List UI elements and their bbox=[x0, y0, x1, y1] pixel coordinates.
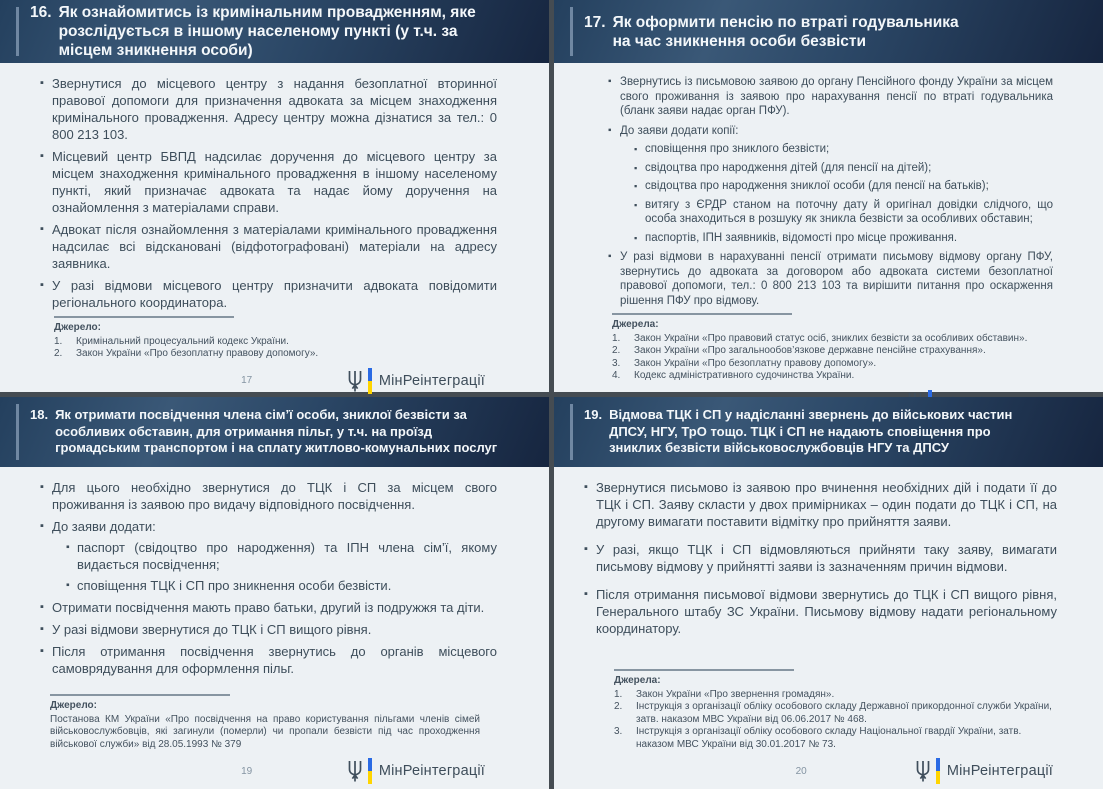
flag-bar-yellow bbox=[936, 771, 940, 784]
bullet-list bbox=[40, 75, 497, 316]
slide-footer bbox=[40, 363, 497, 399]
sources-label: Джерела: bbox=[612, 319, 659, 330]
sub-bullet-item: ▪ паспортів, ІПН заявників, відомості про місце проживання. bbox=[634, 231, 1053, 246]
slide-title bbox=[584, 407, 1012, 457]
bullet-item: ▪ Звернутися письмово із заявою про вчинення необхідних дій і подати її до ТЦК і СП. Заяву скласти у двох примірниках – один подати до ТЦК і СП, на другому вимагати поставити відмітку про прийняття заяви. bbox=[584, 479, 1057, 530]
header-accent-line bbox=[16, 7, 19, 56]
sources-divider-line bbox=[50, 694, 230, 696]
sources-label: Джерело: bbox=[50, 700, 97, 711]
sources-divider-line bbox=[614, 669, 794, 671]
slide-18-header bbox=[0, 397, 549, 467]
header-accent-line bbox=[570, 404, 573, 460]
source-item: 2. Інструкція з організації обліку особового складу Державної прикордонної служби України, затв. наказом МВС України від 06.06.2017 № 468. bbox=[614, 701, 1052, 725]
bullet-item: ▪ Місцевий центр БВПД надсилає доручення до місцевого центру за місцем знаходження кримінального провадження в іншому населеному пункті, який призначає адвоката та надає йому доручення на ознайомлення з матеріалами справи. bbox=[40, 148, 497, 216]
slide-title-text: Як оформити пенсію по втраті годувальника на час зникнення особи безвісти bbox=[612, 13, 959, 50]
sources-block bbox=[50, 694, 497, 751]
slide-number: 19. bbox=[584, 407, 603, 423]
slide-body bbox=[0, 467, 549, 789]
minreintegration-logo bbox=[915, 758, 1053, 784]
page-number: 20 bbox=[795, 765, 807, 777]
sources-block bbox=[612, 313, 1053, 383]
sub-bullet-list bbox=[634, 142, 1053, 245]
slide-17 bbox=[554, 0, 1103, 392]
bullet-list bbox=[584, 479, 1057, 648]
header-accent-line bbox=[16, 404, 19, 460]
sub-bullet-list bbox=[66, 539, 497, 594]
source-item: 1. Закон України «Про звернення громадян». bbox=[614, 688, 835, 700]
bullet-item: ▪ До заяви додати: ▪ паспорт (свідоцтво про народження) та ІПН члена сім’ї, якому видається посвідчення; ▪ сповіщення ТЦК і СП про зникнення особи безвісти. bbox=[40, 518, 497, 594]
trident-icon bbox=[347, 760, 363, 782]
slide-17-header bbox=[554, 0, 1103, 63]
bullet-item: ▪ У разі, якщо ТЦК і СП відмовляються прийняти таку заяву, вимагати письмову відмову у прийнятті заяви із зазначенням причин відмови. bbox=[584, 541, 1057, 575]
flag-bar-blue bbox=[368, 758, 372, 771]
slide-number: 16. bbox=[30, 4, 52, 21]
bullet-list bbox=[608, 75, 1053, 313]
slide-title bbox=[30, 3, 476, 60]
bullet-item: ▪ Адвокат після ознайомлення з матеріалами кримінального провадження надсилає всі відскановані (відфотографовані) матеріали на адресу заявника. bbox=[40, 221, 497, 272]
sub-bullet-item: ▪ сповіщення про зниклого безвісти; bbox=[634, 142, 1053, 157]
flag-bar bbox=[368, 368, 372, 394]
flag-bar-blue bbox=[936, 758, 940, 771]
source-item: 3. Інструкція з організації обліку особового складу Національної гвардії України, затв. наказом МВС України від 30.01.2017 № 73. bbox=[614, 726, 1022, 750]
sub-bullet-item: ▪ свідоцтва про народження зниклої особи (для пенсії на батьків); bbox=[634, 179, 1053, 194]
minreintegration-logo bbox=[347, 368, 485, 394]
sub-bullet-item: ▪ витягу з ЄРДР станом на поточну дату й оригінал довідки слідчого, що особа знаходиться в розшуку як зникла безвісти за особливих обставин; bbox=[634, 198, 1053, 227]
slide-19-header bbox=[554, 397, 1103, 467]
sources-block bbox=[614, 669, 1057, 751]
flag-bar-blue bbox=[368, 368, 372, 381]
bullet-item: ▪ До заяви додати копії: ▪ сповіщення про зниклого безвісти; ▪ свідоцтва про народження дітей (для пенсії на дітей); ▪ свідоцтва про народження зниклої особи (для пенсії на батьків); ▪ витягу з ЄРДР станом на поточну дату й оригінал довідки слідчого, що особа знаходиться в розшуку як зникла безвісти за особливих обставин; ▪ паспортів, ІПН заявників, відомості про місце проживання. bbox=[608, 124, 1053, 246]
slide-18 bbox=[0, 397, 549, 789]
source-paragraph: Постанова КМ України «Про посвідчення на право користування пільгами членів сімей військовослужбовців, які загинули (померли) чи пропали безвісти під час проходження військової служби» від 28.05.1993 № 379 bbox=[50, 713, 480, 750]
slide-body bbox=[0, 63, 549, 392]
trident-icon bbox=[347, 370, 363, 392]
flag-bar bbox=[368, 758, 372, 784]
bullet-list bbox=[40, 479, 497, 682]
page-number: 17 bbox=[241, 375, 253, 386]
sub-bullet-item: ▪ паспорт (свідоцтво про народження) та ІПН члена сім’ї, якому видається посвідчення; bbox=[66, 539, 497, 573]
trident-icon bbox=[915, 760, 931, 782]
slide-title-text: Як ознайомитись із кримінальним провадженням, яке розслідується в іншому населеному пункті (у т.ч. за місцем зникнення особи) bbox=[58, 4, 476, 59]
source-item: 2. Закон України «Про загальнообов’язкове державне пенсійне страхування». bbox=[612, 345, 986, 356]
sources-divider-line bbox=[54, 316, 234, 318]
source-item: 1. Кримінальний процесуальний кодекс України. bbox=[54, 335, 289, 347]
bullet-item: ▪ Звернутися до місцевого центру з надання безоплатної вторинної правової допомоги для призначення адвоката за місцем знаходження кримінального провадження. Адресу центру можна дізнатися за тел.: 0 800 213 103. bbox=[40, 75, 497, 143]
bullet-item: ▪ У разі відмови в нарахуванні пенсії отримати письмову відмову органу ПФУ, звернутись до адвоката за договором або адвоката системи безоплатної правової допомоги, тел.: 0 800 213 103 та вирішити питання про оскарження рішення ПФУ про відмову. bbox=[608, 250, 1053, 308]
slide-body bbox=[554, 63, 1103, 392]
source-item: 4. Кодекс адміністративного судочинства України. bbox=[612, 370, 855, 381]
slide-title-text: Відмова ТЦК і СП у надісланні звернень до військових частин ДПСУ, НГУ, ТрО тощо. ТЦК і СП не надають сповіщення про зниклих безвісти військовослужбовців НГУ та ДПСУ bbox=[609, 407, 1013, 456]
sources-label: Джерела: bbox=[614, 675, 661, 686]
sources-block bbox=[54, 316, 497, 361]
slide-16-header bbox=[0, 0, 549, 63]
slide-title-text: Як отримати посвідчення члена сім’ї особи, зниклої безвісти за особливих обставин, для отримання пільг, у т.ч. на проїзд громадським транспортом і на сплату житлово-комунальних послуг bbox=[55, 407, 498, 456]
slide-title bbox=[30, 407, 497, 457]
slide-number: 17. bbox=[584, 13, 606, 31]
sources-label: Джерело: bbox=[54, 322, 101, 333]
bullet-item: ▪ Для цього необхідно звернутися до ТЦК і СП за місцем свого проживання із заявою про видачу відповідного посвідчення. bbox=[40, 479, 497, 513]
minreintegration-logo bbox=[347, 758, 485, 784]
flag-bar-yellow bbox=[368, 381, 372, 394]
page-number: 19 bbox=[241, 765, 253, 777]
source-item: 1. Закон України «Про правовий статус осіб, зниклих безвісти за особливих обставин». bbox=[612, 332, 1028, 344]
bullet-item: ▪ Звернутись із письмовою заявою до органу Пенсійного фонду України за місцем свого проживання із заявою про нарахування пенсії по втраті годувальника (бланк заяви надає орган ПФУ). bbox=[608, 75, 1053, 119]
slide-body bbox=[554, 467, 1103, 789]
slide-16 bbox=[0, 0, 549, 392]
bullet-item: ▪ Отримати посвідчення мають право батьки, другий із подружжя та діти. bbox=[40, 599, 497, 616]
bullet-item: ▪ У разі відмови місцевого центру призначити адвоката повідомити регіонального координатора. bbox=[40, 277, 497, 311]
source-item: 3. Закон України «Про безоплатну правову допомогу». bbox=[612, 357, 877, 369]
slide-footer bbox=[584, 753, 1065, 789]
logo-text: МінРеінтеграції bbox=[378, 372, 485, 389]
sources-divider-line bbox=[612, 313, 792, 315]
logo-text: МінРеінтеграції bbox=[946, 763, 1053, 779]
logo-text: МінРеінтеграції bbox=[378, 763, 485, 779]
sub-bullet-item: ▪ сповіщення ТЦК і СП про зникнення особи безвісти. bbox=[66, 577, 497, 594]
header-accent-line bbox=[570, 7, 573, 56]
slide-number: 18. bbox=[30, 407, 49, 423]
slide-19 bbox=[554, 397, 1103, 789]
flag-bar-yellow bbox=[368, 771, 372, 784]
sub-bullet-item: ▪ свідоцтва про народження дітей (для пенсії на дітей); bbox=[634, 161, 1053, 176]
slide-title bbox=[584, 13, 959, 51]
bullet-item: ▪ У разі відмови звернутися до ТЦК і СП вищого рівня. bbox=[40, 621, 497, 638]
source-item: 2. Закон України «Про безоплатну правову допомогу». bbox=[54, 348, 319, 359]
flag-bar bbox=[936, 758, 940, 784]
slide-footer bbox=[40, 753, 497, 789]
bullet-item: ▪ Після отримання посвідчення звернутись до органів місцевого самоврядування для оформлення пільг. bbox=[40, 643, 497, 677]
bullet-item: ▪ Після отримання письмової відмови звернутись до ТЦК і СП вищого рівня, Генерального штабу ЗС України. Письмову відмову надати регіональному координатору. bbox=[584, 586, 1057, 637]
